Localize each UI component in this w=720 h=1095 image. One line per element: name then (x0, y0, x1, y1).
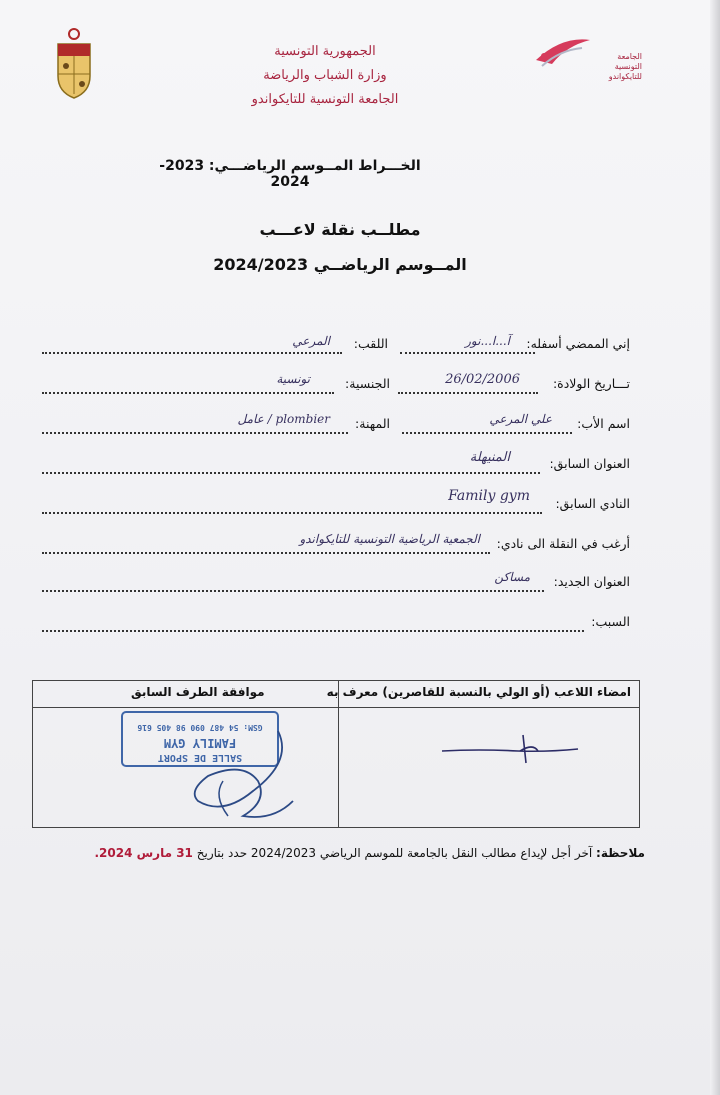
father-name-value: علي المرعي (489, 412, 552, 426)
new-address-label: العنوان الجديد: (553, 574, 630, 589)
transfer-club-value: الجمعية الرياضية التونسية للتايكواندو (299, 532, 480, 546)
name-value: آ...ا...نور (465, 334, 510, 348)
birth-date-label: تـــاريخ الولادة: (552, 376, 630, 391)
nationality-label: الجنسية: (345, 376, 390, 391)
federation-logo (532, 34, 642, 94)
name-label: إني الممضي أسفله: (526, 336, 630, 351)
surname-dotted-line (42, 352, 342, 354)
form-row-father (40, 414, 630, 438)
header-line-ministry: وزارة الشباب والرياضة (263, 68, 387, 83)
reason-dotted-line (42, 630, 584, 632)
surname-label: اللقب: (353, 336, 388, 351)
transfer-dotted-line (42, 552, 490, 554)
previous-club-signature-icon (183, 721, 303, 831)
player-signature-icon (438, 729, 588, 769)
form-row-birth (40, 374, 630, 398)
header-line-federation: الجامعة التونسية للتايكواندو (251, 92, 399, 107)
fed-logo-line-2: التونسية (614, 62, 642, 71)
document-title: مطلــب نقلة لاعـــب (259, 220, 421, 239)
surname-value: المرعي (292, 334, 330, 348)
prev-address-dotted-line (42, 472, 540, 474)
form-row-prev-address (40, 450, 630, 478)
tunisia-coat-of-arms-icon (50, 26, 98, 100)
form-row-name (40, 334, 630, 358)
job-dotted-line (42, 432, 348, 434)
job-label: المهنة: (355, 416, 390, 431)
header-line-republic: الجمهورية التونسية (274, 44, 376, 59)
prev-club-dotted-line (42, 512, 542, 514)
nationality-dotted-line (42, 392, 334, 394)
prev-address-label: العنوان السابق: (549, 456, 630, 471)
deadline-note (94, 846, 645, 860)
transfer-club-label: أرغب في النقلة الى نادي: (496, 536, 630, 551)
form-row-prev-club (40, 488, 630, 518)
birth-dotted-line (398, 392, 538, 394)
name-dotted-line (400, 352, 535, 354)
prev-club-label: النادي السابق: (555, 496, 630, 511)
prev-address-value: المنيهلة (469, 450, 510, 465)
note-text: آخر أجل لإيداع مطالب النقل بالجامعة للموسم الرياضي 2024/2023 حدد بتاريخ (196, 846, 593, 860)
prev-club-value: Family gym (448, 488, 530, 504)
table-column-divider (338, 681, 339, 827)
stamp-line-2: FAMILY GYM (163, 736, 237, 750)
signature-table (32, 680, 640, 828)
fed-logo-line-1: الجامعة (617, 52, 642, 61)
new-address-dotted-line (42, 590, 544, 592)
form-row-new-address (40, 572, 630, 596)
nationality-value: تونسية (276, 372, 310, 386)
note-deadline-date: 31 مارس 2024. (94, 846, 193, 860)
form-row-reason (40, 612, 630, 636)
document-subtitle: المــوسم الرياضــي 2024/2023 (213, 255, 467, 274)
taekwondo-swoosh-icon (532, 34, 592, 74)
player-signature-header: امضاء اللاعب (أو الولي بالنسبة للقاصرين) معرف به (326, 685, 631, 699)
father-name-label: اسم الأب: (577, 416, 630, 431)
note-prefix: ملاحظة: (596, 846, 645, 860)
job-value: plombier / عامل (237, 412, 330, 426)
new-address-value: مساكن (494, 570, 530, 584)
page-edge (710, 0, 720, 1095)
stamp-line-3: GSM: 54 487 090 98 405 616 (137, 723, 263, 732)
stamp-line-1: SALLE DE SPORT (157, 752, 243, 763)
birth-date-value: 26/02/2006 (445, 372, 520, 387)
table-header-divider (33, 707, 639, 708)
previous-party-approval-header: موافقة الطرف السابق (131, 685, 265, 699)
season-calendar-line: الخـــراط المــوسم الرياضـــي: 2023- 2024 (159, 158, 421, 190)
reason-label: السبب: (591, 614, 630, 629)
father-dotted-line (402, 432, 572, 434)
fed-logo-line-3: للتايكواندو (608, 72, 642, 81)
form-row-transfer (40, 534, 630, 558)
